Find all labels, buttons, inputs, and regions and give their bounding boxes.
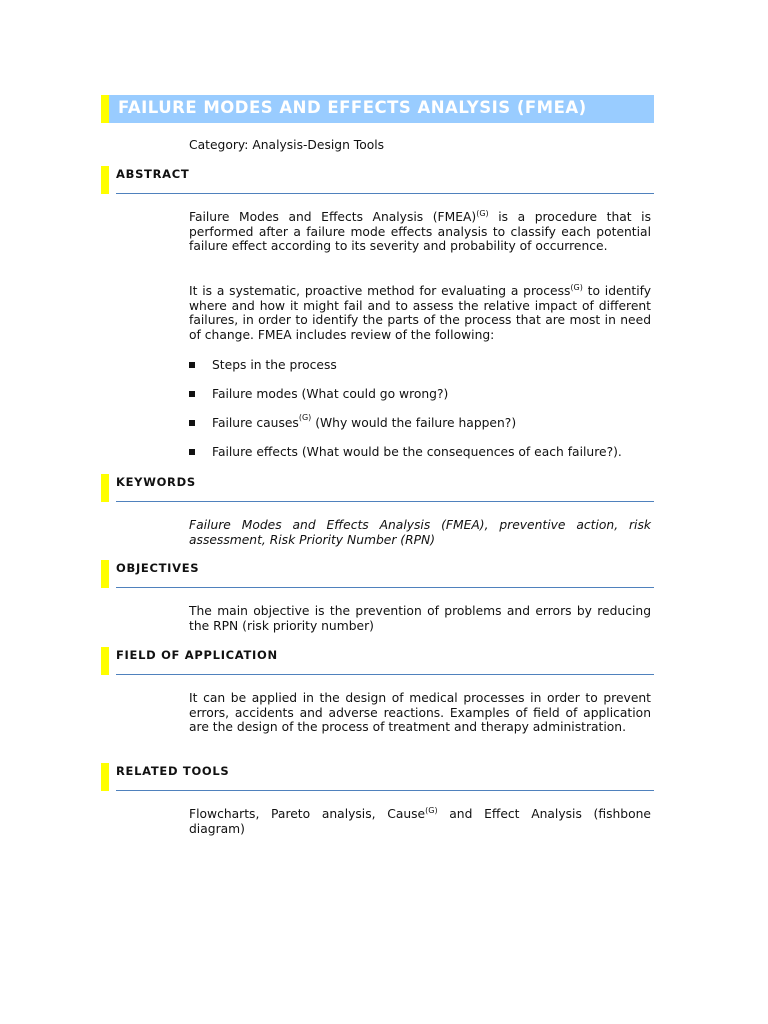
section-keywords-heading xyxy=(101,474,654,502)
abstract-paragraph-1: Failure Modes and Effects Analysis (FMEA)$^{(G)}$ is a procedure that is performed after a failure mode effects analysis to classify each potential failure effect according to its severity and probability of occurrence. xyxy=(189,209,652,254)
section-marker xyxy=(101,647,109,675)
objectives-text: The main objective is the prevention of problems and errors by reducing the RPN (risk priority number) xyxy=(189,604,651,633)
section-rule xyxy=(116,587,654,588)
section-related-heading xyxy=(101,763,654,791)
section-abstract-heading xyxy=(101,166,654,194)
section-rule xyxy=(116,790,654,791)
abstract-paragraph-2: It is a systematic, proactive method for evaluating a process$^{(G)}$ to identify where and how it might fail and to assess the relative impact of different failures, in order to identify the parts of the process that are most in need of change. FMEA includes review of the following: xyxy=(189,283,651,343)
category-line: Category: Analysis-Design Tools xyxy=(189,138,385,152)
section-field-heading xyxy=(101,647,654,675)
title-bar xyxy=(101,95,654,123)
section-label: OBJECTIVES xyxy=(116,561,200,575)
section-marker xyxy=(101,474,109,502)
section-marker xyxy=(101,763,109,791)
page-title: FAILURE MODES AND EFFECTS ANALYSIS (FMEA) xyxy=(118,98,587,117)
section-label: KEYWORDS xyxy=(116,475,196,489)
section-marker xyxy=(101,166,109,194)
section-rule xyxy=(116,501,654,502)
section-label: RELATED TOOLS xyxy=(116,764,230,778)
bullet-square-icon xyxy=(189,362,195,368)
section-objectives-heading xyxy=(101,560,654,588)
section-marker xyxy=(101,560,109,588)
section-rule xyxy=(116,674,654,675)
keywords-text: Failure Modes and Effects Analysis (FMEA), preventive action, risk assessment, Risk Priority Number (RPN) xyxy=(189,518,651,547)
bullet-square-icon xyxy=(189,449,195,455)
document-page: FAILURE MODES AND EFFECTS ANALYSIS (FMEA) Category: Analysis-Design Tools ABSTRACT Failure Modes and Effects Analysis (FMEA)$^{(G)}$ is a procedure that is performed after a failure mode effects analysis to classify each potential failure effect according to its severity and probability of occurrence. It is a systematic, proactive method for evaluating a process$^{(G)}$ to identify where and how it might fail and to assess the relative impact of different failures, in order to identify the parts of the process that are most in need of change. FMEA includes review of the following: Steps in the process Failure modes (What could go wrong?) Failure causes$^{(G)}$ (Why would the failure happen?) Failure effects (What would be the consequences of each failure?). KEYWORDS Failure Modes and Effects Analysis (FMEA), preventive action, risk assessment, Risk Priority Number (RPN) OBJECTIVES The main objective is the prevention of problems and errors by reducing the RPN (risk priority number) FIELD OF APPLICATION It can be applied in the design of medical processes in order to prevent errors, accidents and adverse reactions. Examples of field of application are the design of the process of treatment and therapy administration. RELATED TOOLS Flowcharts, Pareto analysis, Cause$^{(G)}$ and Effect Analysis (fishbone diagram) xyxy=(0,0,768,1024)
bullet-square-icon xyxy=(189,391,195,397)
bullet-square-icon xyxy=(189,420,195,426)
field-text: It can be applied in the design of medical processes in order to prevent errors, accidents and adverse reactions. Examples of field of application are the design of the process of treatment and therapy administration. xyxy=(189,691,651,735)
section-label: FIELD OF APPLICATION xyxy=(116,648,278,662)
section-label: ABSTRACT xyxy=(116,167,190,181)
related-text: Flowcharts, Pareto analysis, Cause$^{(G)}$ and Effect Analysis (fishbone diagram) xyxy=(189,806,651,836)
section-rule xyxy=(116,193,654,194)
